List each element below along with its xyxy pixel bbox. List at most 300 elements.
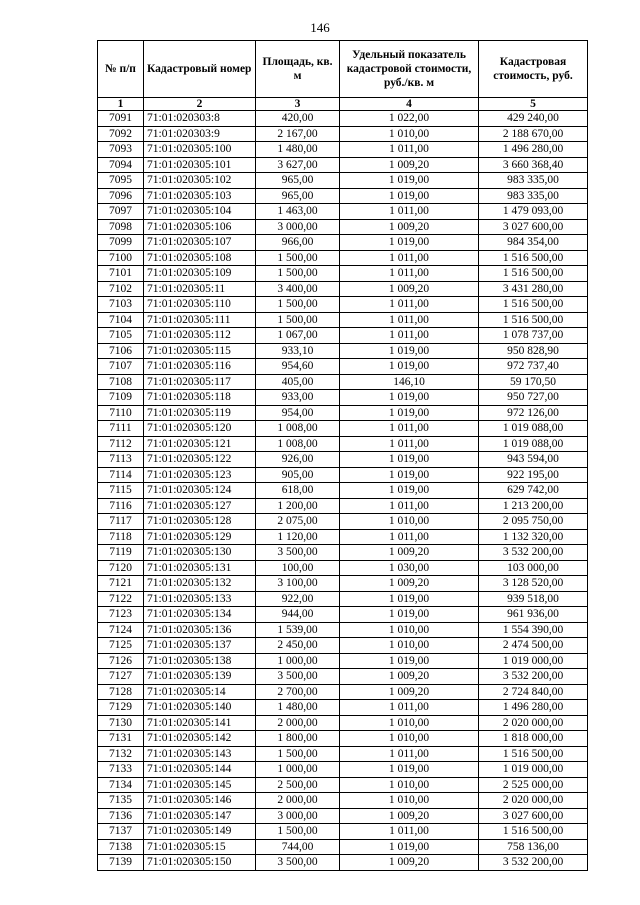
cadastral-number-cell: 71:01:020305:124 xyxy=(144,483,256,499)
cadastral-number-cell: 71:01:020305:139 xyxy=(144,669,256,685)
header-area: Площадь, кв. м xyxy=(256,41,340,98)
table-row xyxy=(98,560,588,576)
row-number-cell: 7093 xyxy=(98,142,144,158)
unit-value-cell: 1 009,20 xyxy=(340,219,479,235)
area-cell: 3 000,00 xyxy=(256,808,340,824)
area-cell: 965,00 xyxy=(256,173,340,189)
unit-value-cell: 1 019,00 xyxy=(340,235,479,251)
cadastral-value-cell: 629 742,00 xyxy=(479,483,588,499)
row-number-cell: 7111 xyxy=(98,421,144,437)
table-row xyxy=(98,250,588,266)
unit-value-cell: 1 010,00 xyxy=(340,638,479,654)
unit-value-cell: 1 010,00 xyxy=(340,731,479,747)
area-cell: 933,10 xyxy=(256,343,340,359)
row-number-cell: 7129 xyxy=(98,700,144,716)
table-row xyxy=(98,762,588,778)
header-cadastral-number: Кадастровый номер xyxy=(144,41,256,98)
area-cell: 2 167,00 xyxy=(256,126,340,142)
area-cell: 1 480,00 xyxy=(256,700,340,716)
row-number-cell: 7092 xyxy=(98,126,144,142)
unit-value-cell: 1 011,00 xyxy=(340,436,479,452)
row-number-cell: 7126 xyxy=(98,653,144,669)
cadastral-value-cell: 972 126,00 xyxy=(479,405,588,421)
table-row xyxy=(98,111,588,127)
column-number: 5 xyxy=(479,98,588,111)
row-number-cell: 7110 xyxy=(98,405,144,421)
table-header-row xyxy=(98,41,588,98)
table-row xyxy=(98,684,588,700)
area-cell: 905,00 xyxy=(256,467,340,483)
cadastral-number-cell: 71:01:020305:109 xyxy=(144,266,256,282)
page-number: 146 xyxy=(310,20,330,35)
unit-value-cell: 1 019,00 xyxy=(340,188,479,204)
unit-value-cell: 1 010,00 xyxy=(340,622,479,638)
unit-value-cell: 1 019,00 xyxy=(340,452,479,468)
row-number-cell: 7100 xyxy=(98,250,144,266)
cadastral-number-cell: 71:01:020305:130 xyxy=(144,545,256,561)
cadastral-value-cell: 3 027 600,00 xyxy=(479,808,588,824)
cadastral-number-cell: 71:01:020305:149 xyxy=(144,824,256,840)
unit-value-cell: 1 019,00 xyxy=(340,483,479,499)
area-cell: 3 627,00 xyxy=(256,157,340,173)
cadastral-value-cell: 2 188 670,00 xyxy=(479,126,588,142)
row-number-cell: 7097 xyxy=(98,204,144,220)
row-number-cell: 7116 xyxy=(98,498,144,514)
row-number-cell: 7128 xyxy=(98,684,144,700)
row-number-cell: 7123 xyxy=(98,607,144,623)
cadastral-number-cell: 71:01:020305:133 xyxy=(144,591,256,607)
unit-value-cell: 1 009,20 xyxy=(340,855,479,871)
cadastral-value-cell: 950 828,90 xyxy=(479,343,588,359)
cadastral-number-cell: 71:01:020305:136 xyxy=(144,622,256,638)
cadastral-number-cell: 71:01:020305:115 xyxy=(144,343,256,359)
row-number-cell: 7098 xyxy=(98,219,144,235)
cadastral-number-cell: 71:01:020305:112 xyxy=(144,328,256,344)
row-number-cell: 7104 xyxy=(98,312,144,328)
unit-value-cell: 1 010,00 xyxy=(340,777,479,793)
cadastral-number-cell: 71:01:020305:117 xyxy=(144,374,256,390)
area-cell: 100,00 xyxy=(256,560,340,576)
table-row xyxy=(98,731,588,747)
header-cadastral-value: Кадастровая стоимость, руб. xyxy=(479,41,588,98)
row-number-cell: 7094 xyxy=(98,157,144,173)
cadastral-value-cell: 1 019 000,00 xyxy=(479,653,588,669)
unit-value-cell: 1 019,00 xyxy=(340,591,479,607)
unit-value-cell: 1 019,00 xyxy=(340,467,479,483)
cadastral-value-cell: 1 516 500,00 xyxy=(479,824,588,840)
unit-value-cell: 1 009,20 xyxy=(340,808,479,824)
area-cell: 420,00 xyxy=(256,111,340,127)
column-number: 2 xyxy=(144,98,256,111)
unit-value-cell: 1 010,00 xyxy=(340,715,479,731)
table-row xyxy=(98,467,588,483)
cadastral-number-cell: 71:01:020305:141 xyxy=(144,715,256,731)
unit-value-cell: 1 011,00 xyxy=(340,297,479,313)
cadastral-value-cell: 3 532 200,00 xyxy=(479,855,588,871)
row-number-cell: 7091 xyxy=(98,111,144,127)
unit-value-cell: 1 009,20 xyxy=(340,669,479,685)
cadastral-number-cell: 71:01:020305:111 xyxy=(144,312,256,328)
table-row xyxy=(98,266,588,282)
cadastral-value-cell: 1 019 000,00 xyxy=(479,762,588,778)
cadastral-value-cell: 2 020 000,00 xyxy=(479,715,588,731)
cadastral-value-cell: 2 474 500,00 xyxy=(479,638,588,654)
cadastral-number-cell: 71:01:020305:122 xyxy=(144,452,256,468)
table-row xyxy=(98,421,588,437)
area-cell: 1 500,00 xyxy=(256,312,340,328)
cadastral-number-cell: 71:01:020305:123 xyxy=(144,467,256,483)
row-number-cell: 7130 xyxy=(98,715,144,731)
row-number-cell: 7108 xyxy=(98,374,144,390)
cadastral-number-cell: 71:01:020305:110 xyxy=(144,297,256,313)
table-row xyxy=(98,483,588,499)
cadastral-number-cell: 71:01:020305:116 xyxy=(144,359,256,375)
cadastral-value-cell: 3 532 200,00 xyxy=(479,669,588,685)
cadastral-number-cell: 71:01:020305:138 xyxy=(144,653,256,669)
table-row xyxy=(98,297,588,313)
cadastral-number-cell: 71:01:020305:129 xyxy=(144,529,256,545)
row-number-cell: 7112 xyxy=(98,436,144,452)
unit-value-cell: 1 022,00 xyxy=(340,111,479,127)
table-row xyxy=(98,219,588,235)
unit-value-cell: 1 011,00 xyxy=(340,142,479,158)
table-row xyxy=(98,746,588,762)
cadastral-number-cell: 71:01:020303:9 xyxy=(144,126,256,142)
table-row xyxy=(98,669,588,685)
cadastral-value-cell: 2 095 750,00 xyxy=(479,514,588,530)
area-cell: 944,00 xyxy=(256,607,340,623)
cadastral-number-cell: 71:01:020305:118 xyxy=(144,390,256,406)
cadastral-number-cell: 71:01:020305:127 xyxy=(144,498,256,514)
area-cell: 1 000,00 xyxy=(256,762,340,778)
table-row xyxy=(98,576,588,592)
unit-value-cell: 1 011,00 xyxy=(340,250,479,266)
table-row xyxy=(98,405,588,421)
unit-value-cell: 1 011,00 xyxy=(340,421,479,437)
cadastral-number-cell: 71:01:020305:101 xyxy=(144,157,256,173)
unit-value-cell: 1 011,00 xyxy=(340,204,479,220)
table-row xyxy=(98,529,588,545)
table-row xyxy=(98,173,588,189)
row-number-cell: 7101 xyxy=(98,266,144,282)
table-row xyxy=(98,390,588,406)
row-number-cell: 7125 xyxy=(98,638,144,654)
unit-value-cell: 1 011,00 xyxy=(340,498,479,514)
area-cell: 2 000,00 xyxy=(256,793,340,809)
row-number-cell: 7118 xyxy=(98,529,144,545)
area-cell: 2 500,00 xyxy=(256,777,340,793)
area-cell: 3 400,00 xyxy=(256,281,340,297)
area-cell: 1 008,00 xyxy=(256,421,340,437)
cadastral-number-cell: 71:01:020305:15 xyxy=(144,839,256,855)
cadastral-number-cell: 71:01:020305:108 xyxy=(144,250,256,266)
table-row xyxy=(98,777,588,793)
area-cell: 2 000,00 xyxy=(256,715,340,731)
table-row xyxy=(98,235,588,251)
unit-value-cell: 1 011,00 xyxy=(340,266,479,282)
cadastral-value-cell: 3 532 200,00 xyxy=(479,545,588,561)
cadastral-number-cell: 71:01:020305:120 xyxy=(144,421,256,437)
cadastral-value-table xyxy=(97,40,588,871)
cadastral-number-cell: 71:01:020305:128 xyxy=(144,514,256,530)
row-number-cell: 7139 xyxy=(98,855,144,871)
table-row xyxy=(98,157,588,173)
cadastral-value-cell: 1 818 000,00 xyxy=(479,731,588,747)
cadastral-number-cell: 71:01:020305:145 xyxy=(144,777,256,793)
row-number-cell: 7107 xyxy=(98,359,144,375)
cadastral-number-cell: 71:01:020305:107 xyxy=(144,235,256,251)
row-number-cell: 7131 xyxy=(98,731,144,747)
area-cell: 2 450,00 xyxy=(256,638,340,654)
cadastral-value-cell: 922 195,00 xyxy=(479,467,588,483)
area-cell: 1 480,00 xyxy=(256,142,340,158)
table-row xyxy=(98,591,588,607)
row-number-cell: 7122 xyxy=(98,591,144,607)
row-number-cell: 7096 xyxy=(98,188,144,204)
unit-value-cell: 1 019,00 xyxy=(340,653,479,669)
area-cell: 1 067,00 xyxy=(256,328,340,344)
cadastral-number-cell: 71:01:020305:143 xyxy=(144,746,256,762)
row-number-cell: 7106 xyxy=(98,343,144,359)
table-row xyxy=(98,359,588,375)
unit-value-cell: 146,10 xyxy=(340,374,479,390)
row-number-cell: 7099 xyxy=(98,235,144,251)
cadastral-number-cell: 71:01:020305:100 xyxy=(144,142,256,158)
area-cell: 618,00 xyxy=(256,483,340,499)
cadastral-value-cell: 1 516 500,00 xyxy=(479,312,588,328)
area-cell: 1 200,00 xyxy=(256,498,340,514)
unit-value-cell: 1 011,00 xyxy=(340,746,479,762)
cadastral-value-cell: 758 136,00 xyxy=(479,839,588,855)
unit-value-cell: 1 011,00 xyxy=(340,700,479,716)
row-number-cell: 7114 xyxy=(98,467,144,483)
table-row xyxy=(98,700,588,716)
cadastral-value-cell: 1 132 320,00 xyxy=(479,529,588,545)
unit-value-cell: 1 019,00 xyxy=(340,607,479,623)
table-row xyxy=(98,436,588,452)
area-cell: 954,00 xyxy=(256,405,340,421)
unit-value-cell: 1 019,00 xyxy=(340,359,479,375)
cadastral-value-cell: 1 496 280,00 xyxy=(479,700,588,716)
row-number-cell: 7127 xyxy=(98,669,144,685)
cadastral-number-cell: 71:01:020305:119 xyxy=(144,405,256,421)
cadastral-number-cell: 71:01:020305:132 xyxy=(144,576,256,592)
cadastral-number-cell: 71:01:020305:106 xyxy=(144,219,256,235)
table-body xyxy=(98,111,588,871)
column-number: 4 xyxy=(340,98,479,111)
unit-value-cell: 1 009,20 xyxy=(340,281,479,297)
cadastral-value-cell: 939 518,00 xyxy=(479,591,588,607)
unit-value-cell: 1 010,00 xyxy=(340,126,479,142)
table-row xyxy=(98,188,588,204)
area-cell: 933,00 xyxy=(256,390,340,406)
table-row xyxy=(98,607,588,623)
cadastral-value-cell: 1 496 280,00 xyxy=(479,142,588,158)
unit-value-cell: 1 011,00 xyxy=(340,312,479,328)
cadastral-value-cell: 1 078 737,00 xyxy=(479,328,588,344)
cadastral-value-cell: 983 335,00 xyxy=(479,188,588,204)
cadastral-value-cell: 3 128 520,00 xyxy=(479,576,588,592)
cadastral-value-cell: 3 660 368,40 xyxy=(479,157,588,173)
cadastral-value-cell: 1 516 500,00 xyxy=(479,297,588,313)
cadastral-number-cell: 71:01:020305:150 xyxy=(144,855,256,871)
area-cell: 1 120,00 xyxy=(256,529,340,545)
unit-value-cell: 1 009,20 xyxy=(340,576,479,592)
table-row xyxy=(98,793,588,809)
cadastral-number-cell: 71:01:020305:131 xyxy=(144,560,256,576)
unit-value-cell: 1 009,20 xyxy=(340,157,479,173)
unit-value-cell: 1 019,00 xyxy=(340,839,479,855)
row-number-cell: 7137 xyxy=(98,824,144,840)
table-row xyxy=(98,142,588,158)
area-cell: 1 539,00 xyxy=(256,622,340,638)
table-row xyxy=(98,312,588,328)
table-row xyxy=(98,328,588,344)
table-row xyxy=(98,498,588,514)
row-number-cell: 7102 xyxy=(98,281,144,297)
row-number-cell: 7119 xyxy=(98,545,144,561)
area-cell: 1 500,00 xyxy=(256,746,340,762)
area-cell: 954,60 xyxy=(256,359,340,375)
row-number-cell: 7132 xyxy=(98,746,144,762)
row-number-cell: 7136 xyxy=(98,808,144,824)
cadastral-value-cell: 1 516 500,00 xyxy=(479,746,588,762)
row-number-cell: 7120 xyxy=(98,560,144,576)
cadastral-number-cell: 71:01:020305:146 xyxy=(144,793,256,809)
unit-value-cell: 1 019,00 xyxy=(340,390,479,406)
cadastral-value-cell: 1 479 093,00 xyxy=(479,204,588,220)
area-cell: 966,00 xyxy=(256,235,340,251)
unit-value-cell: 1 019,00 xyxy=(340,762,479,778)
header-row-number: № п/п xyxy=(98,41,144,98)
cadastral-value-cell: 983 335,00 xyxy=(479,173,588,189)
area-cell: 926,00 xyxy=(256,452,340,468)
area-cell: 405,00 xyxy=(256,374,340,390)
cadastral-number-cell: 71:01:020305:121 xyxy=(144,436,256,452)
area-cell: 744,00 xyxy=(256,839,340,855)
row-number-cell: 7115 xyxy=(98,483,144,499)
row-number-cell: 7103 xyxy=(98,297,144,313)
area-cell: 1 000,00 xyxy=(256,653,340,669)
cadastral-number-cell: 71:01:020305:11 xyxy=(144,281,256,297)
area-cell: 1 500,00 xyxy=(256,250,340,266)
area-cell: 2 700,00 xyxy=(256,684,340,700)
cadastral-value-cell: 1 019 088,00 xyxy=(479,421,588,437)
row-number-cell: 7134 xyxy=(98,777,144,793)
area-cell: 3 500,00 xyxy=(256,669,340,685)
row-number-cell: 7124 xyxy=(98,622,144,638)
table-row xyxy=(98,839,588,855)
area-cell: 1 500,00 xyxy=(256,266,340,282)
unit-value-cell: 1 019,00 xyxy=(340,173,479,189)
area-cell: 3 500,00 xyxy=(256,545,340,561)
area-cell: 1 008,00 xyxy=(256,436,340,452)
table-row xyxy=(98,855,588,871)
unit-value-cell: 1 019,00 xyxy=(340,405,479,421)
cadastral-value-cell: 429 240,00 xyxy=(479,111,588,127)
cadastral-value-cell: 984 354,00 xyxy=(479,235,588,251)
cadastral-value-cell: 59 170,50 xyxy=(479,374,588,390)
cadastral-value-cell: 2 020 000,00 xyxy=(479,793,588,809)
cadastral-number-cell: 71:01:020305:147 xyxy=(144,808,256,824)
unit-value-cell: 1 011,00 xyxy=(340,824,479,840)
cadastral-value-cell: 1 516 500,00 xyxy=(479,266,588,282)
table-row xyxy=(98,808,588,824)
row-number-cell: 7105 xyxy=(98,328,144,344)
area-cell: 2 075,00 xyxy=(256,514,340,530)
area-cell: 3 100,00 xyxy=(256,576,340,592)
table-row xyxy=(98,452,588,468)
area-cell: 3 000,00 xyxy=(256,219,340,235)
cadastral-number-cell: 71:01:020305:144 xyxy=(144,762,256,778)
table-row xyxy=(98,281,588,297)
row-number-cell: 7121 xyxy=(98,576,144,592)
header-unit-value: Удельный показатель кадастровой стоимости, руб./кв. м xyxy=(340,41,479,98)
cadastral-number-cell: 71:01:020305:140 xyxy=(144,700,256,716)
row-number-cell: 7138 xyxy=(98,839,144,855)
area-cell: 1 463,00 xyxy=(256,204,340,220)
unit-value-cell: 1 010,00 xyxy=(340,514,479,530)
column-numbers-row xyxy=(98,98,588,111)
row-number-cell: 7117 xyxy=(98,514,144,530)
table-row xyxy=(98,715,588,731)
cadastral-number-cell: 71:01:020305:103 xyxy=(144,188,256,204)
cadastral-number-cell: 71:01:020305:14 xyxy=(144,684,256,700)
unit-value-cell: 1 009,20 xyxy=(340,545,479,561)
row-number-cell: 7135 xyxy=(98,793,144,809)
table-row xyxy=(98,514,588,530)
area-cell: 922,00 xyxy=(256,591,340,607)
cadastral-value-cell: 1 213 200,00 xyxy=(479,498,588,514)
area-cell: 3 500,00 xyxy=(256,855,340,871)
cadastral-number-cell: 71:01:020305:104 xyxy=(144,204,256,220)
unit-value-cell: 1 019,00 xyxy=(340,343,479,359)
table-row xyxy=(98,545,588,561)
table-row xyxy=(98,343,588,359)
area-cell: 965,00 xyxy=(256,188,340,204)
cadastral-number-cell: 71:01:020305:142 xyxy=(144,731,256,747)
cadastral-number-cell: 71:01:020305:102 xyxy=(144,173,256,189)
row-number-cell: 7113 xyxy=(98,452,144,468)
row-number-cell: 7095 xyxy=(98,173,144,189)
table-row xyxy=(98,653,588,669)
cadastral-value-cell: 943 594,00 xyxy=(479,452,588,468)
area-cell: 1 800,00 xyxy=(256,731,340,747)
cadastral-value-cell: 961 936,00 xyxy=(479,607,588,623)
unit-value-cell: 1 011,00 xyxy=(340,328,479,344)
table-row xyxy=(98,638,588,654)
cadastral-value-cell: 1 019 088,00 xyxy=(479,436,588,452)
cadastral-value-cell: 1 516 500,00 xyxy=(479,250,588,266)
cadastral-value-cell: 3 027 600,00 xyxy=(479,219,588,235)
row-number-cell: 7133 xyxy=(98,762,144,778)
column-number: 3 xyxy=(256,98,340,111)
cadastral-value-cell: 103 000,00 xyxy=(479,560,588,576)
cadastral-number-cell: 71:01:020305:134 xyxy=(144,607,256,623)
cadastral-value-cell: 3 431 280,00 xyxy=(479,281,588,297)
unit-value-cell: 1 030,00 xyxy=(340,560,479,576)
cadastral-value-cell: 1 554 390,00 xyxy=(479,622,588,638)
row-number-cell: 7109 xyxy=(98,390,144,406)
cadastral-value-cell: 972 737,40 xyxy=(479,359,588,375)
cadastral-number-cell: 71:01:020305:137 xyxy=(144,638,256,654)
cadastral-value-cell: 2 525 000,00 xyxy=(479,777,588,793)
cadastral-value-cell: 950 727,00 xyxy=(479,390,588,406)
area-cell: 1 500,00 xyxy=(256,297,340,313)
table-row xyxy=(98,126,588,142)
cadastral-number-cell: 71:01:020303:8 xyxy=(144,111,256,127)
unit-value-cell: 1 011,00 xyxy=(340,529,479,545)
